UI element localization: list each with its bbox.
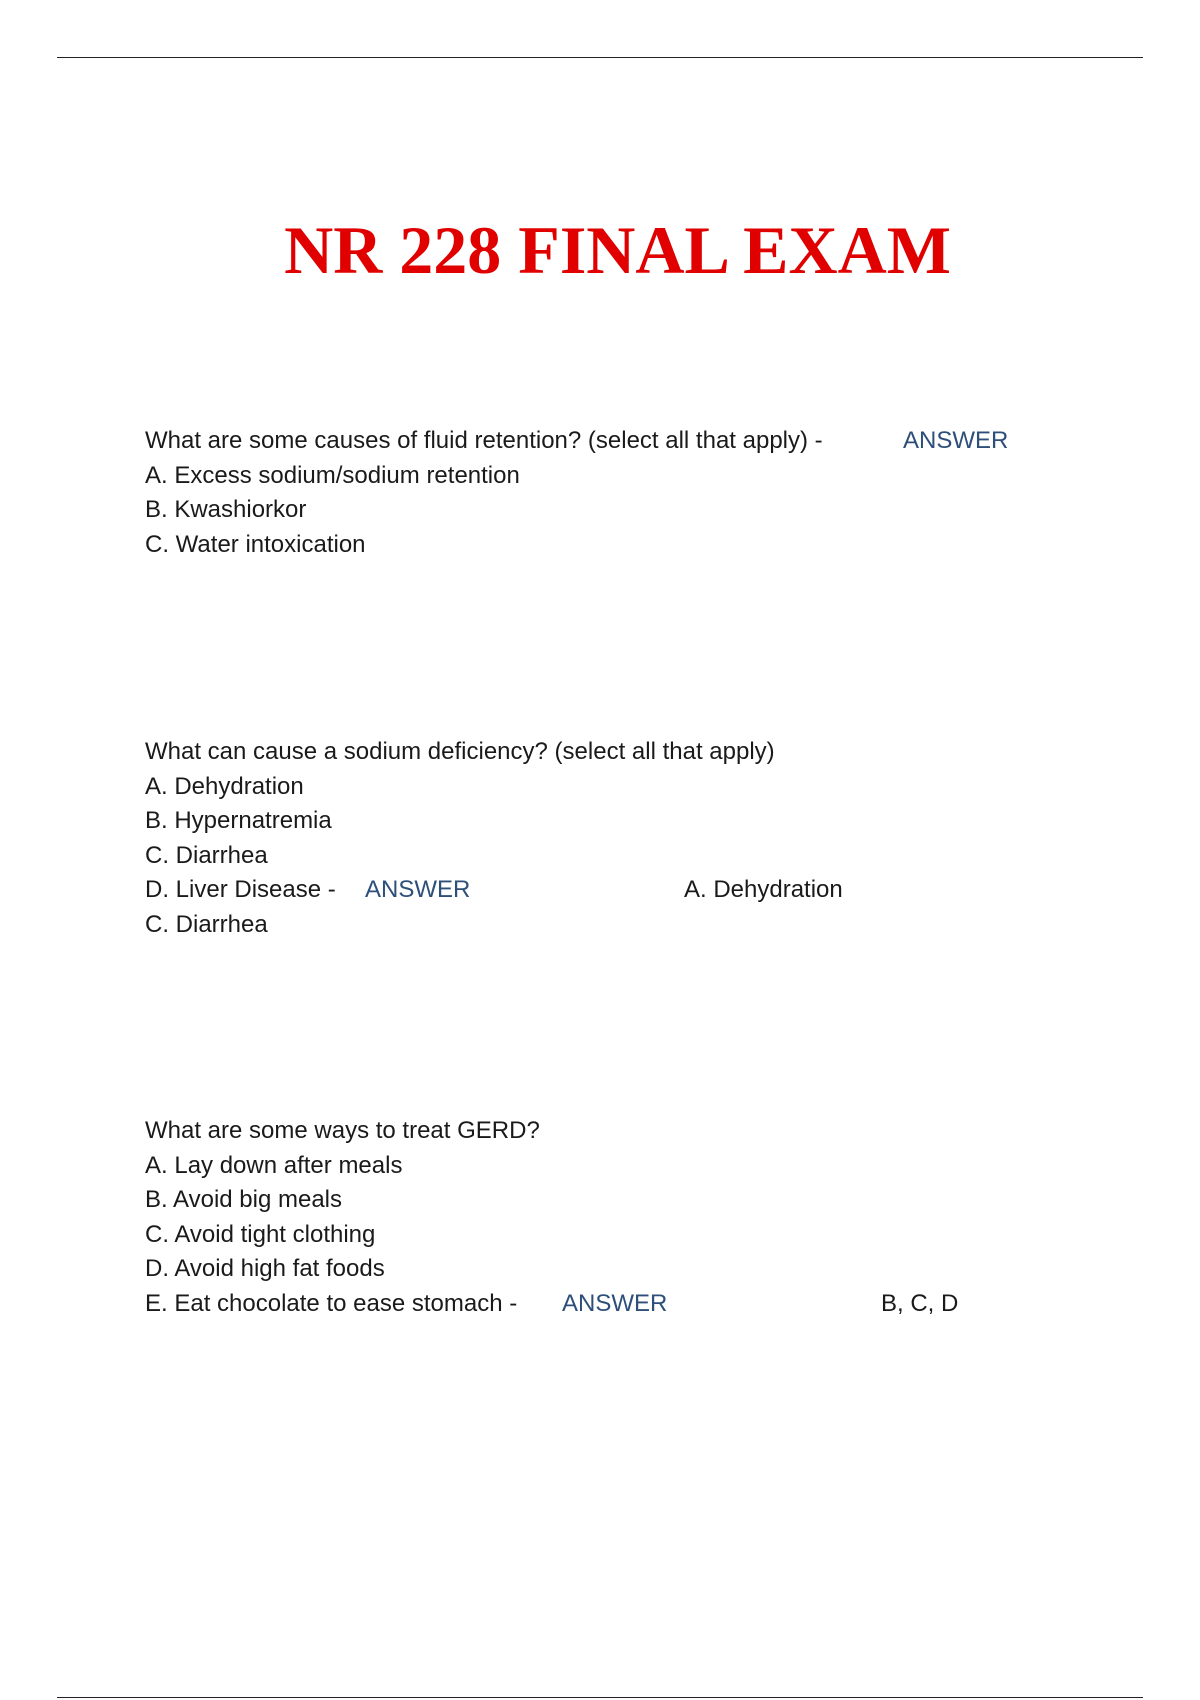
option-line: B. Avoid big meals bbox=[145, 1186, 343, 1213]
answer-line: C. Water intoxication bbox=[145, 530, 366, 558]
option-line bbox=[145, 873, 1145, 908]
top-rule bbox=[57, 57, 1143, 58]
option-line bbox=[145, 1287, 1145, 1322]
option-line: C. Diarrhea bbox=[145, 841, 268, 869]
option-line: A. Lay down after meals bbox=[145, 1151, 403, 1179]
answer-value: A. Dehydration bbox=[684, 876, 843, 903]
question-text: What are some causes of fluid retention? (select all that apply) - bbox=[145, 427, 823, 454]
answer-label: ANSWER bbox=[562, 1289, 668, 1317]
option-line: B. Hypernatremia bbox=[145, 807, 332, 834]
question-block-3 bbox=[145, 1114, 1145, 1321]
option-line: D. Avoid high fat foods bbox=[145, 1255, 385, 1282]
answer-line: A. Excess sodium/sodium retention bbox=[145, 461, 520, 489]
answer-line: C. Diarrhea bbox=[145, 910, 268, 938]
answer-line: B. Kwashiorkor bbox=[145, 496, 307, 523]
answer-label: ANSWER bbox=[903, 427, 1009, 454]
document-title: NR 228 FINAL EXAM bbox=[284, 212, 951, 288]
last-option-text: D. Liver Disease - bbox=[145, 876, 336, 903]
question-text: What are some ways to treat GERD? bbox=[145, 1117, 540, 1144]
answer-label: ANSWER bbox=[365, 876, 471, 903]
last-option-text: E. Eat chocolate to ease stomach - bbox=[145, 1289, 518, 1317]
answer-value: B, C, D bbox=[881, 1289, 959, 1317]
option-line: A. Dehydration bbox=[145, 772, 304, 800]
question-text: What can cause a sodium deficiency? (select all that apply) bbox=[145, 738, 775, 765]
question-line bbox=[145, 424, 1145, 459]
question-block-1 bbox=[145, 424, 1145, 562]
option-line: C. Avoid tight clothing bbox=[145, 1220, 376, 1248]
question-block-2 bbox=[145, 735, 1145, 942]
bottom-rule bbox=[57, 1697, 1143, 1698]
